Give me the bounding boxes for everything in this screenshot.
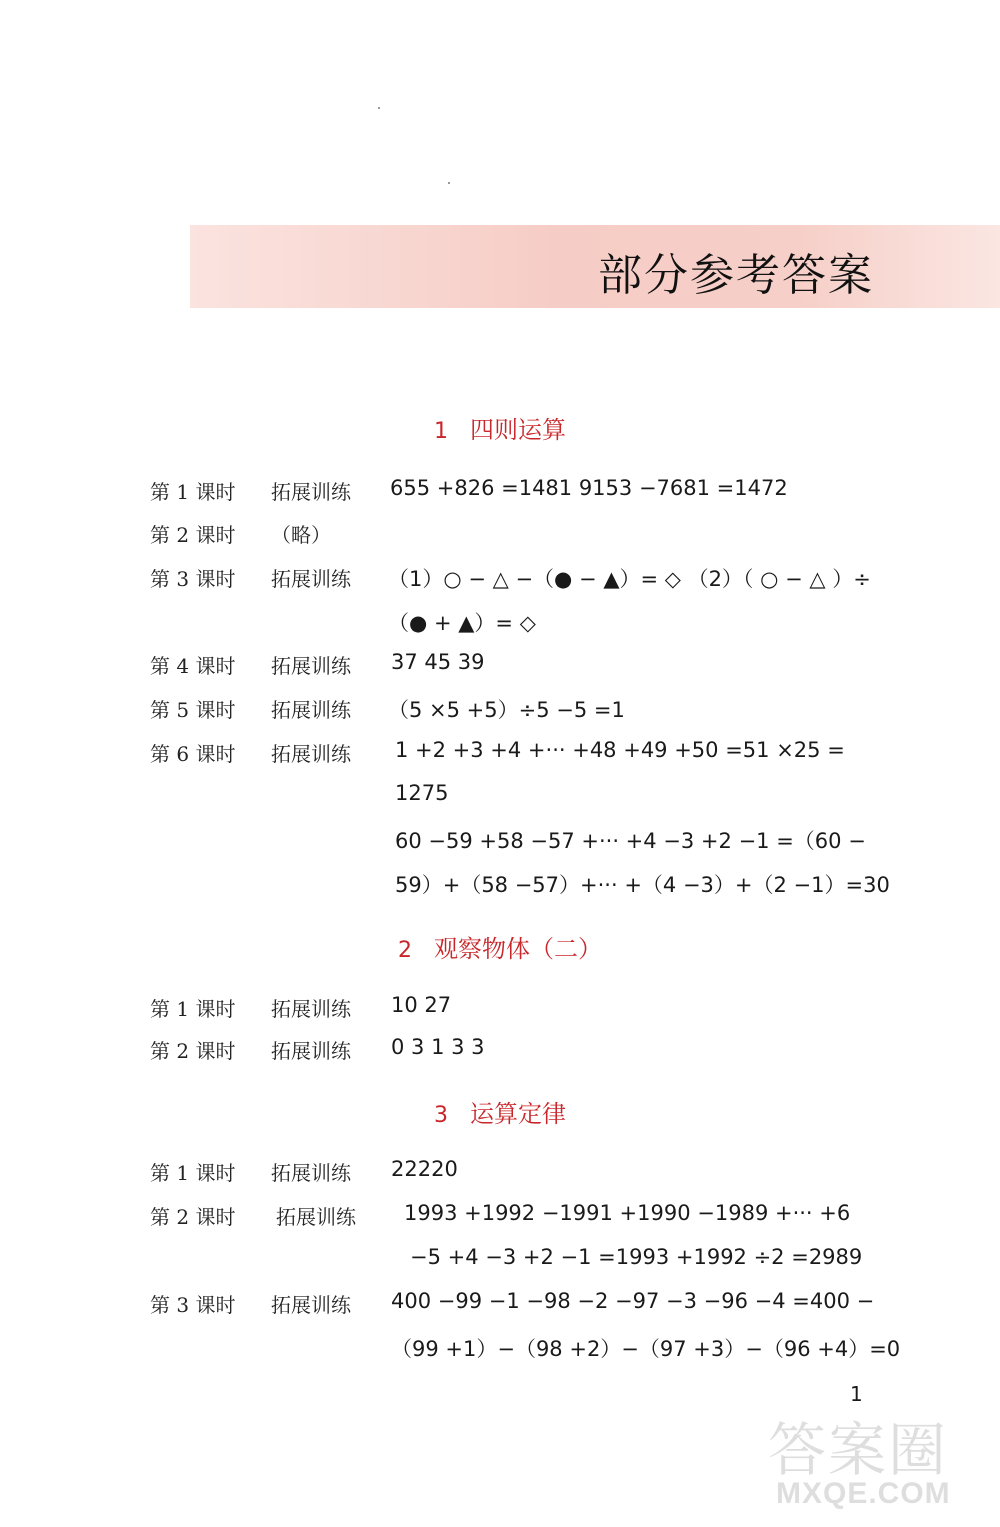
- lesson-label: 第 4 课时: [150, 654, 236, 678]
- answer-line: 0 3 1 3 3: [391, 1035, 485, 1059]
- answer-line: 22220: [391, 1157, 458, 1181]
- answer-line: （5 ×5 +5）÷5 −5 =1: [388, 698, 625, 722]
- title-banner: [190, 225, 1000, 308]
- lesson-type: 拓展训练: [271, 1039, 351, 1063]
- answer-line: 60 −59 +58 −57 +··· +4 −3 +2 −1 =（60 −: [395, 829, 866, 853]
- section-number: 3: [434, 1103, 448, 1128]
- lesson-type: （略）: [271, 523, 331, 547]
- section-heading-2: [0, 929, 1000, 964]
- answer-line: 37 45 39: [391, 650, 485, 674]
- lesson-type: 拓展训练: [271, 1293, 351, 1317]
- section-heading-1: [0, 410, 1000, 445]
- section-number: 2: [398, 938, 412, 963]
- answer-line: −5 +4 −3 +2 −1 =1993 +1992 ÷2 =2989: [410, 1245, 863, 1269]
- watermark-logo: [768, 1403, 993, 1518]
- lesson-label: 第 1 课时: [150, 480, 236, 504]
- speck: [378, 107, 380, 109]
- lesson-label: 第 2 课时: [150, 1205, 236, 1229]
- section-title: 观察物体（二）: [434, 935, 602, 963]
- lesson-type: 拓展训练: [271, 1161, 351, 1185]
- lesson-label: 第 1 课时: [150, 997, 236, 1021]
- answer-line: 1275: [395, 781, 449, 805]
- answer-line: （● + ▲）= ◇: [388, 611, 536, 635]
- speck: [448, 182, 450, 184]
- lesson-type: 拓展训练: [271, 567, 351, 591]
- section-number: 1: [434, 419, 448, 444]
- lesson-type: 拓展训练: [271, 698, 351, 722]
- answer-line: 59）+（58 −57）+··· +（4 −3）+（2 −1）=30: [395, 873, 890, 897]
- answer-line: 1993 +1992 −1991 +1990 −1989 +··· +6: [404, 1201, 851, 1225]
- answer-line: 655 +826 =1481 9153 −7681 =1472: [390, 476, 788, 500]
- answer-line: 10 27: [391, 993, 452, 1017]
- watermark-text: 答案圈: [768, 1416, 949, 1484]
- page-title: 部分参考答案: [598, 250, 874, 301]
- lesson-label: 第 5 课时: [150, 698, 236, 722]
- lesson-label: 第 2 课时: [150, 1039, 236, 1063]
- lesson-type: 拓展训练: [271, 654, 351, 678]
- answer-line: 1 +2 +3 +4 +··· +48 +49 +50 =51 ×25 =: [395, 738, 845, 762]
- section-title: 四则运算: [470, 416, 566, 444]
- lesson-type: 拓展训练: [271, 742, 351, 766]
- answer-line: 400 −99 −1 −98 −2 −97 −3 −96 −4 =400 −: [391, 1289, 875, 1313]
- answer-line: （99 +1）−（98 +2）−（97 +3）−（96 +4）=0: [391, 1337, 901, 1361]
- lesson-label: 第 3 课时: [150, 1293, 236, 1317]
- lesson-label: 第 6 课时: [150, 742, 236, 766]
- lesson-type: 拓展训练: [271, 997, 351, 1021]
- lesson-label: 第 3 课时: [150, 567, 236, 591]
- page-number: 1: [850, 1382, 863, 1406]
- lesson-type: 拓展训练: [276, 1205, 356, 1229]
- section-heading-3: [0, 1094, 1000, 1129]
- lesson-label: 第 2 课时: [150, 523, 236, 547]
- answer-line: （1）○ − △ −（● − ▲）= ◇ （2）（ ○ − △ ）÷: [388, 567, 871, 591]
- lesson-type: 拓展训练: [271, 480, 351, 504]
- watermark-url: MXQE.COM: [776, 1477, 951, 1510]
- section-title: 运算定律: [470, 1100, 566, 1128]
- lesson-label: 第 1 课时: [150, 1161, 236, 1185]
